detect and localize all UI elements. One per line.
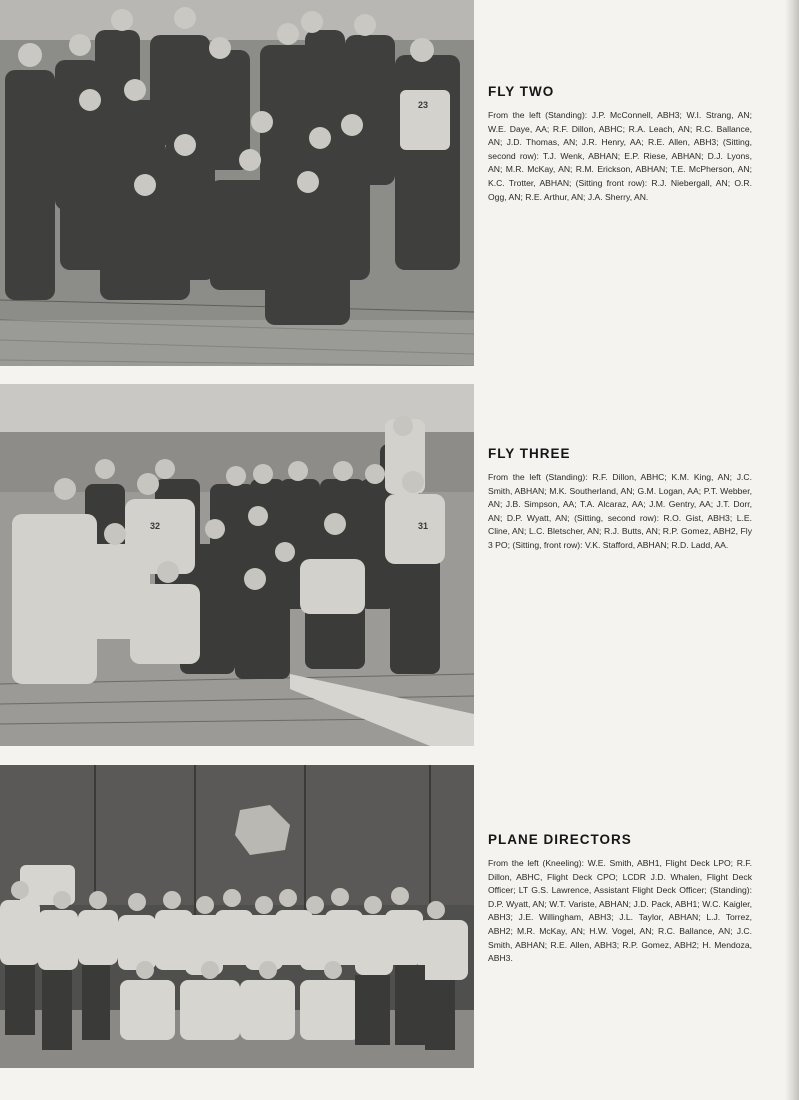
jersey-number: 23 [418, 100, 429, 110]
section-caption: From the left (Standing): J.P. McConnell, ABH3; W.I. Strang, AN; W.E. Daye, AA; R.F. Dillon, ABHC; R.A. Leach, AN; R.C. Ballance, AN; J.D. Thomas, AN; J.R. Henry, AA; R.E. Allen, ABH3; (Sitting, second row): T.J. Wenk, ABHAN; E.P. Riese, ABHAN; D.J. Lyons, AN; M.R. McKay, AN; R.M. Erickson, ABHAN; T.E. McPherson, AN; K.C. Trotter, ABHAN; (Sitting front row): R.J. Niebergall, AN; O.R. Ogg, AN; R.E. Arthur, AN; J.A. Sherry, AN. [488, 110, 752, 202]
section-heading: FLY THREE [488, 446, 571, 461]
plane-directors-section [488, 832, 752, 966]
plane-directors-photo [0, 765, 474, 1068]
section-heading: FLY TWO [488, 84, 555, 99]
page-edge [785, 0, 799, 1100]
section-heading: PLANE DIRECTORS [488, 832, 632, 847]
fly-two-photo [0, 0, 474, 366]
jersey-number: 32 [150, 521, 161, 531]
section-caption: From the left (Kneeling): W.E. Smith, ABH1, Flight Deck LPO; R.F. Dillon, ABHC, Flight Deck CPO; LCDR J.D. Whalen, Flight Deck Officer; LT G.S. Lawrence, Assistant Flight Deck Officer; (Standing): D.P. Wyatt, AN; W.T. Variste, ABHAN; J.D. Pack, ABH1; W.C. Kaigler, ABH3; J.E. Willingham, ABH3; J.L. Taylor, ABHAN; L.J. Torrez, ABH2; M.R. McKay, AN; H.W. Vogel, AN; R.C. Ballance, AN; J.C. Smith, ABHAN; R.E. Allen, ABH3; R.P. Gomez, ABH2; H. Mendoza, ABH3. [488, 858, 752, 964]
fly-three-photo [0, 384, 474, 746]
fly-three-section [488, 446, 752, 553]
fly-two-section [488, 84, 752, 204]
section-caption: From the left (Standing): R.F. Dillon, ABHC; K.M. King, AN; J.C. Smith, ABHAN; M.K. Southerland, AN; G.M. Logan, AA; P.T. Webber, AN; J.B. Simpson, AA; T.A. Alcaraz, AA; J.M. Gentry, AA; J.T. Dorr, AN; D.P. Wyatt, AN; (Sitting, second row): R.O. Gist, ABH3; L.E. Cline, AN; L.C. Bletscher, AN; R.J. Butts, AN; R.P. Gomez, ABH2, Fly 3 PO; (Sitting, front row): V.K. Stafford, ABHAN; R.D. Ladd, AA. [488, 472, 752, 550]
jersey-number: 31 [418, 521, 429, 531]
